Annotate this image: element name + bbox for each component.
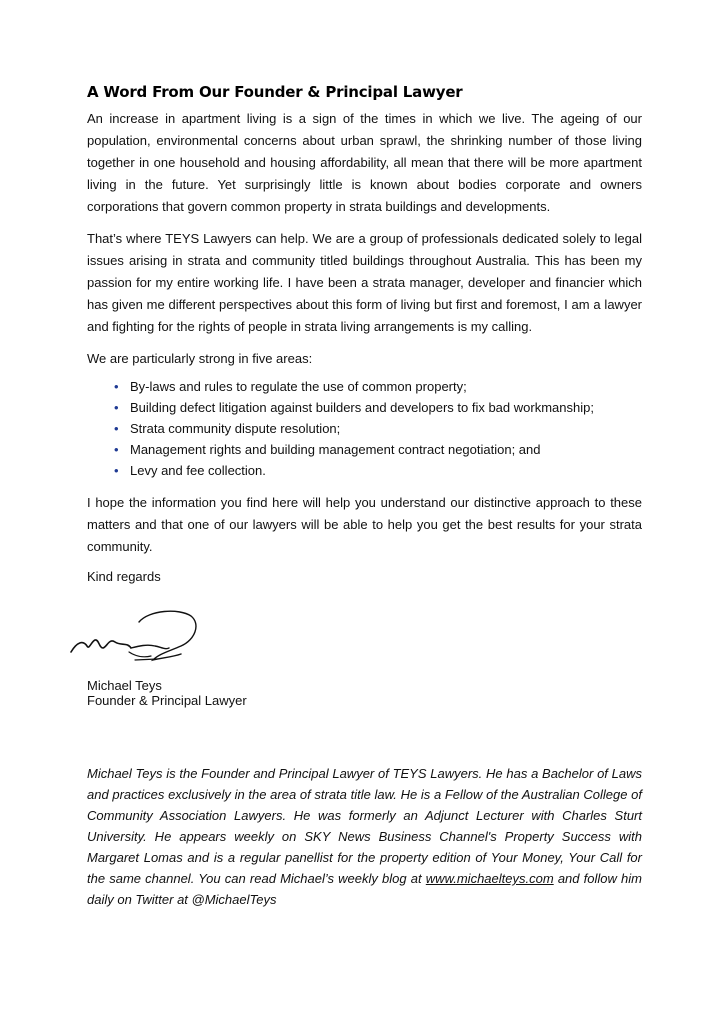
areas-list: [87, 376, 642, 481]
signoff-title: Founder & Principal Lawyer: [87, 693, 247, 708]
list-item: • Levy and fee collection.: [105, 460, 642, 481]
bullet-icon: •: [114, 463, 119, 478]
website-link[interactable]: www.michaelteys.com: [425, 871, 554, 886]
page-title: A Word From Our Founder & Principal Lawyer: [87, 83, 463, 101]
bullet-icon: •: [114, 421, 119, 436]
intro-paragraph: An increase in apartment living is a sign of the times in which we live. The ageing of our population, environmental concerns about urban sprawl, the shrinking number of those living together in one household and housing affordability, all mean that there will be more apartment living in the future. Yet surprisingly little is known about bodies corporate and owners corporations that govern common property in strata buildings and developments.: [87, 111, 642, 214]
bullet-icon: •: [114, 379, 119, 394]
regards-text: Kind regards: [87, 569, 161, 584]
list-item: • Building defect litigation against builders and developers to fix bad workmanship;: [105, 397, 642, 418]
list-item: • Management rights and building management contract negotiation; and: [105, 439, 642, 460]
bio-paragraph: Michael Teys is the Founder and Principal Lawyer of TEYS Lawyers. He has a Bachelor of Laws and practices exclusively in the area of strata title law. He is a Fellow of the Australian College of Community Association Lawyers. He was formerly an Adjunct Lecturer with Charles Sturt University. He appears weekly on SKY News Business Channel's Property Success with Margaret Lomas and is a regular panellist for the property edition of Your Money, Your Call for the same channel. You can read Michael’s weekly blog at www.michaelteys.com and follow him daily on Twitter at @MichaelTeys: [87, 766, 642, 907]
author-bio: [87, 763, 642, 910]
areas-intro: We are particularly strong in five areas:: [87, 351, 313, 366]
letter-body: [87, 82, 642, 910]
bullet-icon: •: [114, 442, 119, 457]
list-item: • Strata community dispute resolution;: [105, 418, 642, 439]
teys-paragraph: That’s where TEYS Lawyers can help. We are a group of professionals dedicated solely to legal issues arising in strata and community titled buildings throughout Australia. This has been my passion for my entire working life. I have been a strata manager, developer and financier which has given me different perspectives about this form of living but first and foremost, I am a lawyer and fighting for the rights of people in strata living arrangements is my calling.: [87, 231, 642, 334]
list-item: • By-laws and rules to regulate the use of common property;: [105, 376, 642, 397]
signature-image: [69, 602, 219, 668]
closing-paragraph: I hope the information you find here will help you understand our distinctive approach to these matters and that one of our lawyers will be able to help you get the best results for your strata community.: [87, 495, 642, 554]
signoff-name: Michael Teys: [87, 678, 162, 693]
bullet-icon: •: [114, 400, 119, 415]
